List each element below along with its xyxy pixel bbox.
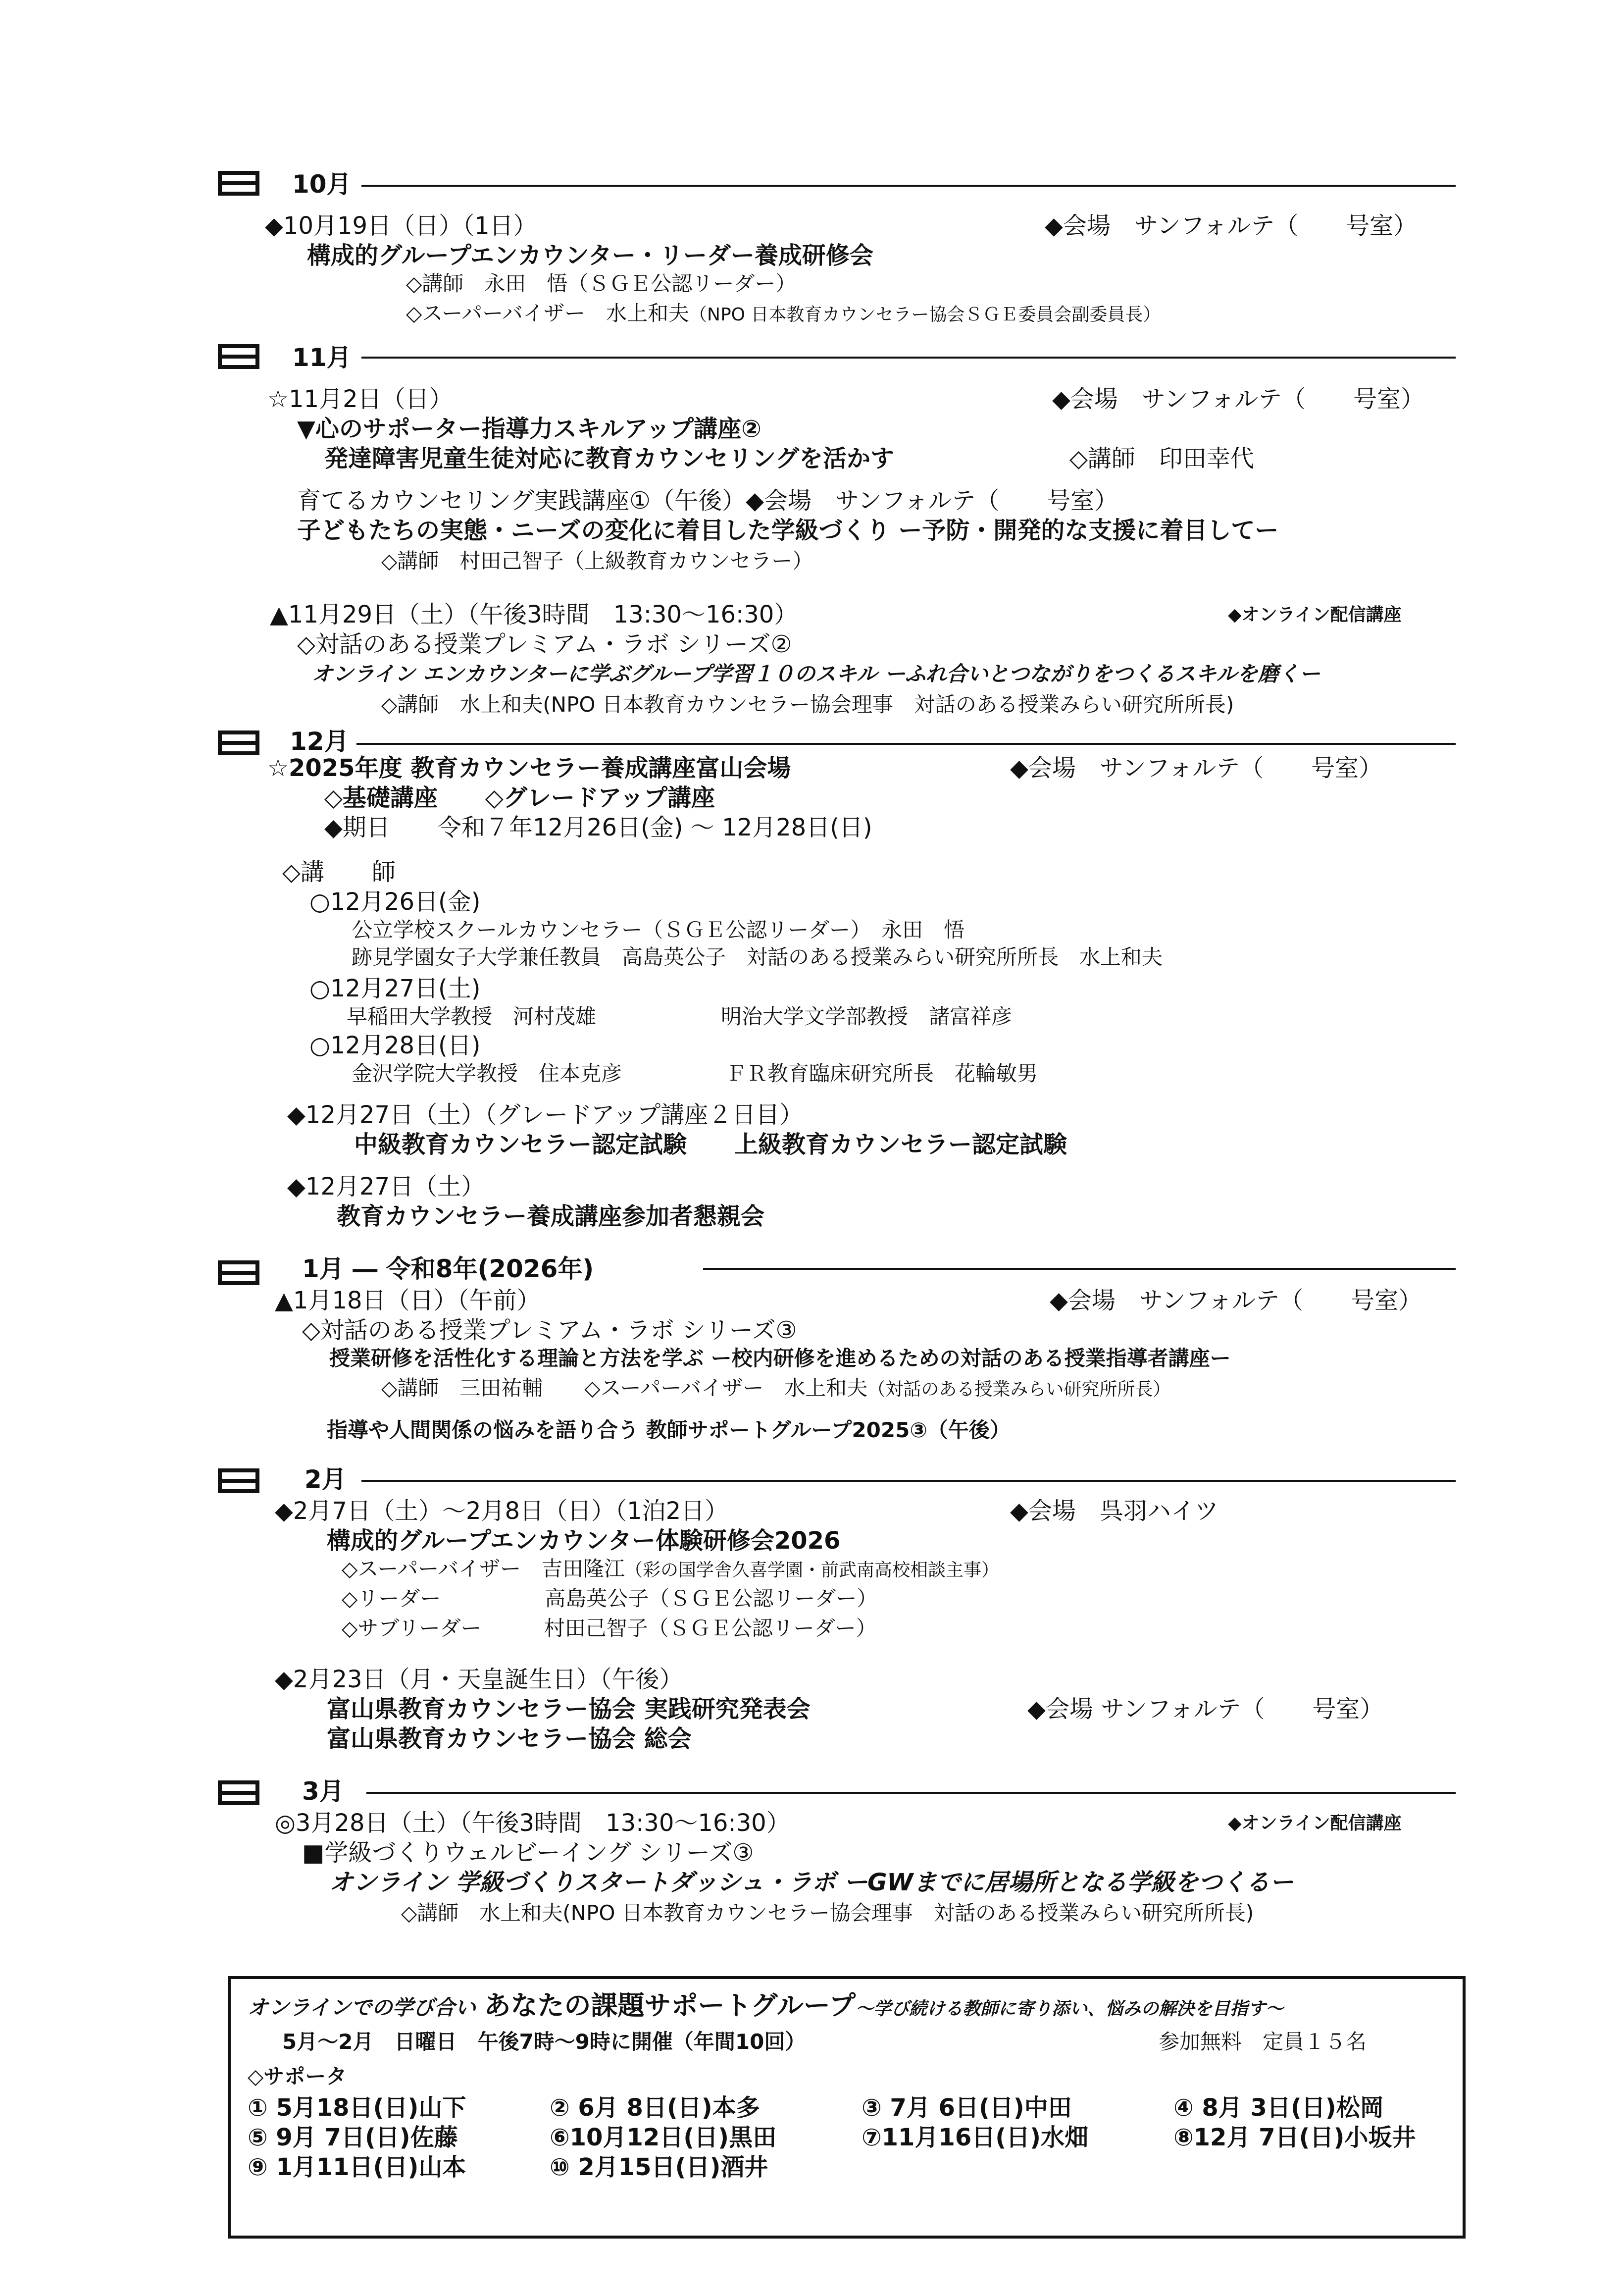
event-lecturer: ◇講師 村田己智子（上級教育カウンセラー） [381, 549, 813, 573]
event-lecturer: ◇講師 水上和夫(NPO 日本教育カウンセラー協会理事 対話のある授業みらい研究所所長) [381, 692, 1234, 717]
supporter-entry: ① 5月18日(日)山下 [248, 2094, 466, 2122]
divider-line [361, 1480, 1456, 1482]
event-series: ◇対話のある授業プレミアム・ラボ シリーズ③ [302, 1316, 797, 1344]
month-heading-march: 3月 [302, 1777, 344, 1806]
month-marker-icon [218, 171, 259, 196]
event-venue: ◆会場 サンフォルテ（ 号室） [1010, 754, 1383, 782]
event-title: オンライン 学級づくりスタートダッシュ・ラボ ーGWまでに居場所となる学級をつくるー [329, 1869, 1294, 1896]
event-date: ◆2月7日（土）〜2月8日（日）（1泊2日） [275, 1497, 729, 1525]
month-marker-icon [218, 1780, 259, 1805]
month-heading-october: 10月 [292, 170, 352, 199]
event-lecturer [381, 1377, 1170, 1400]
support-heading-suffix: 〜学び続ける教師に寄り添い、悩みの解決を目指す〜 [856, 1999, 1284, 2019]
support-fee: 参加無料 定員１５名 [1159, 2030, 1367, 2054]
event-title: 構成的グループエンカウンター・リーダー養成研修会 [307, 242, 873, 269]
support-heading-main: あなたの課題サポートグループ [484, 1990, 856, 2021]
event-title: 構成的グループエンカウンター体験研修会2026 [327, 1527, 841, 1555]
event-date: ▲11月29日（土）（午後3時間 13:30〜16:30） [270, 601, 798, 628]
divider-line [366, 1792, 1456, 1794]
supporter-entry: ③ 7月 6日(日)中田 [862, 2094, 1072, 2122]
course-list: ◇基礎講座 ◇グレードアップ講座 [324, 784, 715, 812]
lecturer-line: 金沢学院大学教授 住本克彦 ＦＲ教育臨床研究所長 花輪敏男 [352, 1061, 1038, 1086]
lecturers-heading: ◇講 師 [282, 858, 396, 886]
event-series: ■学級づくりウェルビーイング シリーズ③ [302, 1839, 754, 1867]
supervisor-note: （NPO 日本教育カウンセラー協会ＳＧＥ委員会副委員長） [689, 305, 1161, 325]
event-title: 授業研修を活性化する理論と方法を学ぶ ー校内研修を進めるための対話のある授業指導者講座ー [329, 1346, 1231, 1370]
supporter-entry: ⑥10月12日(日)黒田 [550, 2124, 777, 2151]
divider-line [361, 357, 1456, 359]
supporter-entry: ④ 8月 3日(日)松岡 [1173, 2094, 1384, 2122]
supervisor-note: （彩の国学舎久喜学園・前武南高校相談主事） [625, 1560, 1000, 1580]
event-period: ◆期日 令和７年12月26日(金) 〜 12月28日(日) [324, 814, 872, 841]
event-venue: ◆会場 サンフォルテ（ 号室） [1050, 1287, 1422, 1314]
event-subtitle: 子どもたちの実態・ニーズの変化に着目した学級づくり ー予防・開発的な支援に着目してー [297, 517, 1279, 544]
event-date: ◆2月23日（月・天皇誕生日）（午後） [275, 1666, 683, 1693]
month-heading-december: 12月 [290, 727, 349, 756]
event-date: ◆12月27日（土） [287, 1173, 485, 1200]
event-lecturer: ◇講師 永田 悟（ＳＧＥ公認リーダー） [406, 271, 797, 296]
online-badge: ◆オンライン配信講座 [1228, 605, 1402, 625]
lecturer-line: 早稲田大学教授 河村茂雄 明治大学文学部教授 諸富祥彦 [347, 1004, 1013, 1029]
event-date: ▲1月18日（日）（午前） [275, 1287, 541, 1314]
month-marker-icon [218, 1260, 259, 1285]
event-subleader: ◇サブリーダー 村田己智子（ＳＧＥ公認リーダー） [342, 1616, 877, 1640]
lecturer-name: ◇講師 三田祐輔 ◇スーパーバイザー 水上和夫 [381, 1376, 868, 1400]
event-title: ☆2025年度 教育カウンセラー養成講座富山会場 [267, 754, 791, 782]
supporters-label: ◇サポータ [248, 2064, 347, 2088]
event-date: ◎3月28日（土）（午後3時間 13:30〜16:30） [275, 1809, 790, 1837]
event-venue: ◆会場 サンフォルテ（ 号室） [1052, 385, 1425, 413]
month-heading-february: 2月 [304, 1465, 347, 1494]
month-marker-icon [218, 730, 259, 755]
event-title: 育てるカウンセリング実践講座①（午後）◆会場 サンフォルテ（ 号室） [297, 487, 1118, 515]
supervisor-name: ◇スーパーバイザー 水上和夫 [406, 301, 690, 325]
supporter-entry: ⑧12月 7日(日)小坂井 [1173, 2124, 1416, 2151]
supporter-entry: ⑩ 2月15日(日)酒井 [550, 2153, 768, 2181]
supporter-entry: ⑤ 9月 7日(日)佐藤 [248, 2124, 458, 2151]
event-leader: ◇リーダー 高島英公子（ＳＧＥ公認リーダー） [342, 1586, 878, 1611]
event-title: オンライン エンカウンターに学ぶグループ学習１０のスキル ーふれ合いとつながりをつくるスキルを磨くー [312, 662, 1320, 686]
month-heading-january: 1月 ― 令和8年(2026年) [302, 1254, 594, 1283]
lecturer-line: 公立学校スクールカウンセラー（ＳＧＥ公認リーダー） 永田 悟 [352, 918, 965, 942]
event-title: ▼心のサポーター指導力スキルアップ講座② [297, 415, 761, 443]
support-schedule: 5月〜2月 日曜日 午後7時〜9時に開催（年間10回） [282, 2030, 806, 2054]
event-supervisor [406, 302, 1161, 325]
event-title: 富山県教育カウンセラー協会 実践研究発表会 [327, 1695, 811, 1723]
lecture-day: ○12月27日(土) [309, 975, 481, 1002]
event-subtitle: 発達障害児童生徒対応に教育カウンセリングを活かす [324, 445, 895, 472]
event-lecturer: ◇講師 水上和夫(NPO 日本教育カウンセラー協会理事 対話のある授業みらい研究所所長) [401, 1901, 1254, 1925]
event-venue: ◆会場 サンフォルテ（ 号室） [1027, 1695, 1384, 1723]
divider-line [361, 185, 1456, 187]
month-marker-icon [218, 344, 259, 369]
support-heading-prefix: オンラインでの学び合い [248, 1995, 476, 2020]
event-title: 指導や人間関係の悩みを語り合う 教師サポートグループ2025③（午後） [327, 1418, 1011, 1442]
lecturer-line: 跡見学園女子大学兼任教員 高島英公子 対話のある授業みらい研究所所長 水上和夫 [352, 945, 1163, 969]
event-title: 教育カウンセラー養成講座参加者懇親会 [337, 1202, 765, 1230]
supporter-entry: ② 6月 8日(日)本多 [550, 2094, 760, 2122]
event-supervisor [342, 1558, 999, 1580]
month-heading-november: 11月 [292, 343, 352, 372]
divider-line [703, 1268, 1456, 1270]
event-venue: ◆会場 呉羽ハイツ [1010, 1497, 1218, 1525]
online-badge: ◆オンライン配信講座 [1228, 1813, 1402, 1833]
event-lecturer: ◇講師 印田幸代 [1069, 445, 1254, 472]
lecture-day: ○12月28日(日) [309, 1032, 481, 1059]
event-series: ◇対話のある授業プレミアム・ラボ シリーズ② [297, 630, 792, 658]
event-title: 中級教育カウンセラー認定試験 上級教育カウンセラー認定試験 [354, 1131, 1067, 1158]
event-title: 富山県教育カウンセラー協会 総会 [327, 1725, 692, 1753]
supervisor-name: ◇スーパーバイザー 吉田隆江 [342, 1557, 625, 1581]
event-date: ☆11月2日（日） [267, 385, 453, 413]
lecture-day: ○12月26日(金) [309, 888, 481, 916]
divider-line [356, 743, 1456, 745]
supporter-entry: ⑦11月16日(日)水畑 [862, 2124, 1089, 2151]
event-date: ◆12月27日（土）（グレードアップ講座２日目） [287, 1101, 804, 1129]
support-heading [248, 1991, 1283, 2020]
event-date: ◆10月19日（日）（1日） [265, 212, 537, 240]
lecturer-note: （対話のある授業みらい研究所所長） [867, 1379, 1171, 1400]
month-marker-icon [218, 1468, 259, 1493]
event-venue: ◆会場 サンフォルテ（ 号室） [1045, 212, 1418, 240]
supporter-entry: ⑨ 1月11日(日)山本 [248, 2153, 466, 2181]
